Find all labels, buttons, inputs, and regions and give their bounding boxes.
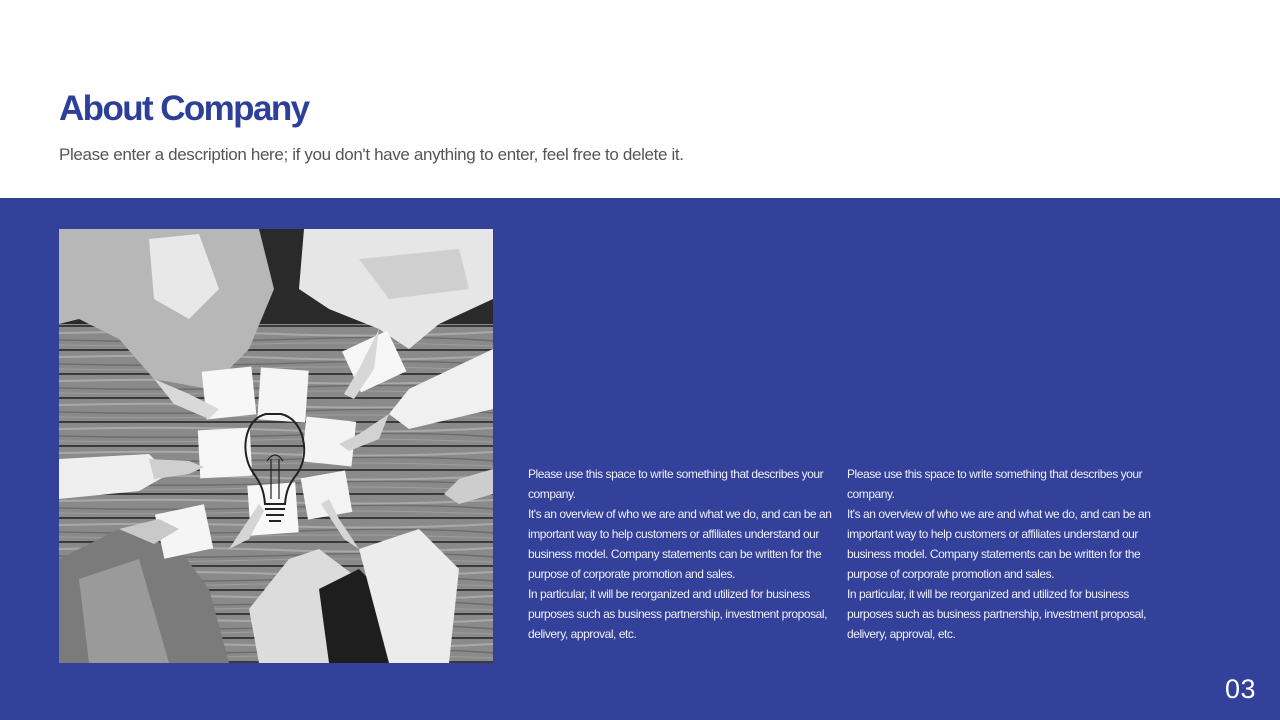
page-number: 03: [1224, 674, 1256, 704]
description-column-right: [847, 464, 1152, 644]
column-paragraph: Please use this space to write something that describes your company.: [847, 467, 1143, 501]
team-lightbulb-photo: [59, 229, 493, 663]
page-description: Please enter a description here; if you don't have anything to enter, feel free to delete it.: [59, 145, 684, 164]
description-column-left: [528, 464, 833, 644]
column-paragraph: It's an overview of who we are and what we do, and can be an important way to help customers or affiliates understand our business model. Company statements can be written for the purpose of corporate promotion and sales.: [847, 507, 1151, 581]
column-paragraph: It's an overview of who we are and what we do, and can be an important way to help customers or affiliates understand our business model. Company statements can be written for the purpose of corporate promotion and sales.: [528, 507, 832, 581]
column-paragraph: In particular, it will be reorganized and utilized for business purposes such as business partnership, investment proposal, delivery, approval, etc.: [847, 587, 1146, 641]
column-paragraph: Please use this space to write something that describes your company.: [528, 467, 824, 501]
column-paragraph: In particular, it will be reorganized and utilized for business purposes such as business partnership, investment proposal, delivery, approval, etc.: [528, 587, 827, 641]
page-title: About Company: [59, 89, 309, 128]
